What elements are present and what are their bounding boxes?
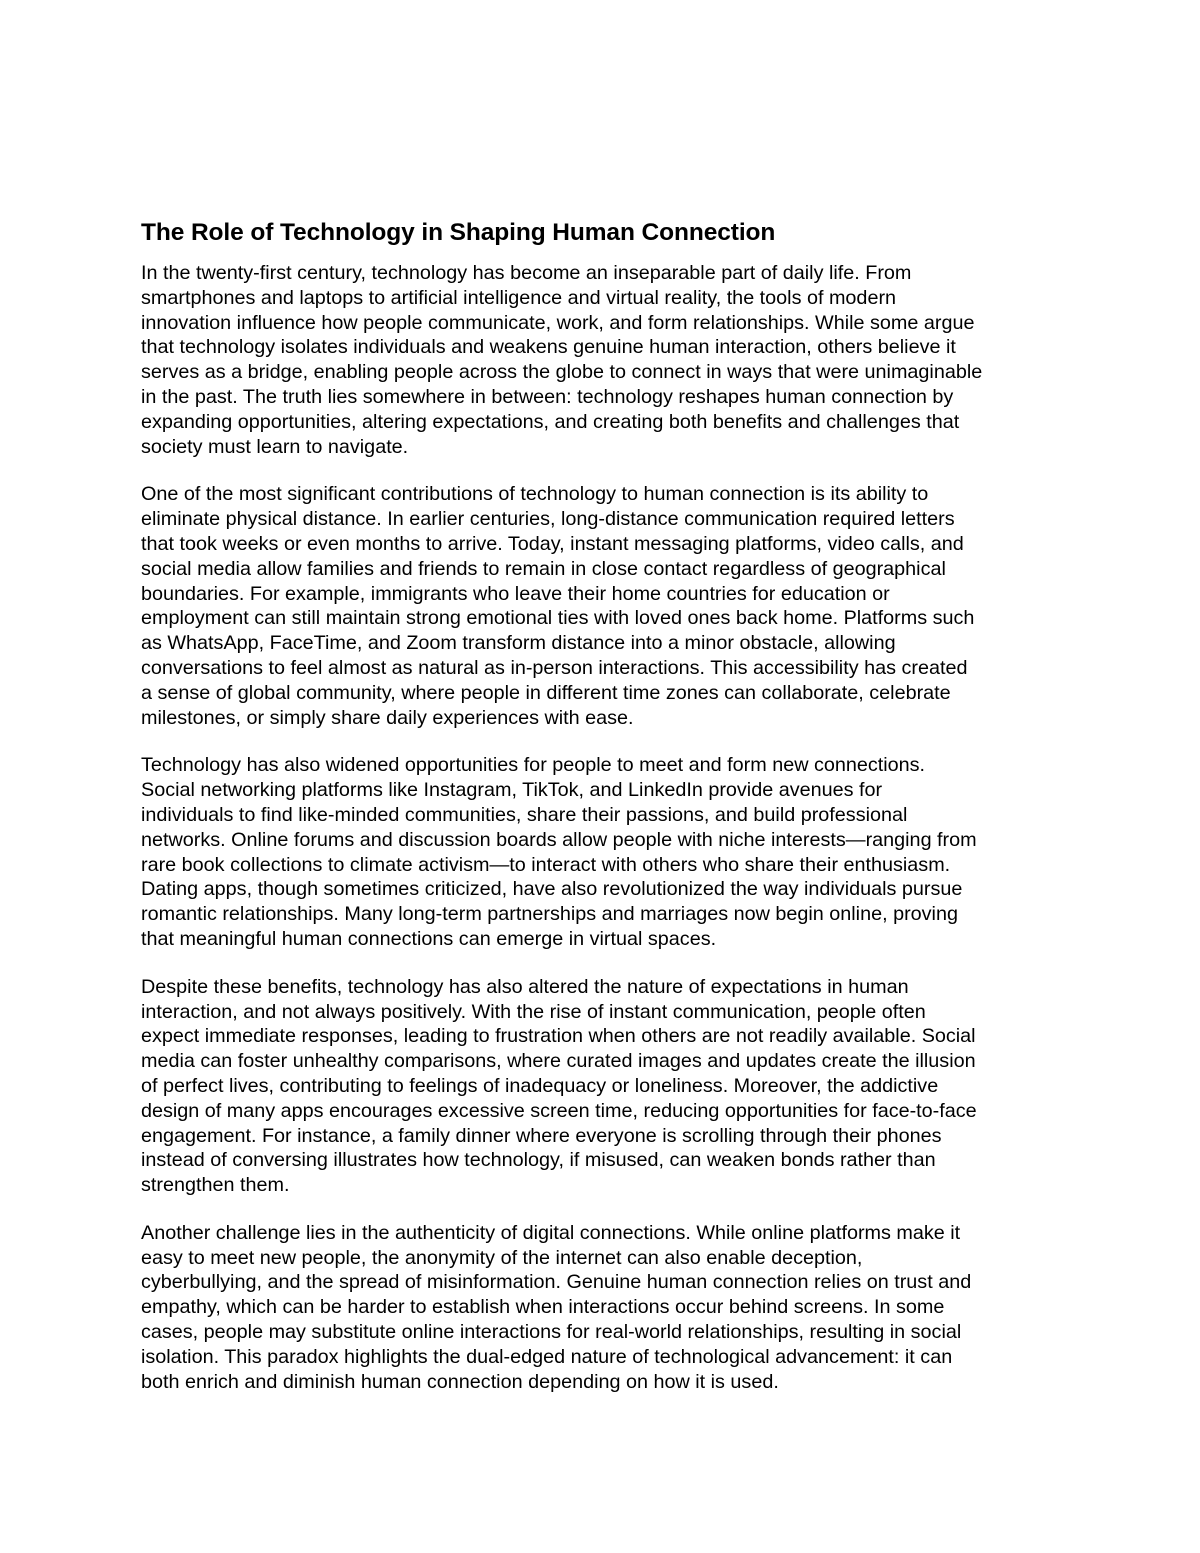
paragraph-line: society must learn to navigate.: [141, 435, 409, 458]
paragraph-line: employment can still maintain strong emotional ties with loved ones back home. Platforms such: [141, 607, 975, 630]
paragraph-line: Technology has also widened opportunities for people to meet and form new connections.: [141, 754, 926, 777]
paragraph-line: social media allow families and friends to remain in close contact regardless of geographical: [141, 557, 946, 580]
paragraph-line: engagement. For instance, a family dinner where everyone is scrolling through their phones: [141, 1124, 942, 1147]
paragraphs-container: [141, 261, 1071, 1394]
paragraph-line: that took weeks or even months to arrive. Today, instant messaging platforms, video calls, and: [141, 532, 964, 555]
paragraph-line: isolation. This paradox highlights the dual-edged nature of technological advancement: it can: [141, 1345, 953, 1368]
paragraph-line: media can foster unhealthy comparisons, where curated images and updates create the illusion: [141, 1050, 976, 1073]
paragraph-line: both enrich and diminish human connection depending on how it is used.: [141, 1370, 779, 1393]
paragraph-line: romantic relationships. Many long-term partnerships and marriages now begin online, proving: [141, 903, 958, 926]
paragraph-5: [141, 1221, 1071, 1395]
paragraph-line: innovation influence how people communicate, work, and form relationships. While some argue: [141, 311, 975, 334]
paragraph-line: smartphones and laptops to artificial intelligence and virtual reality, the tools of modern: [141, 286, 897, 309]
paragraph-line: of perfect lives, contributing to feelings of inadequacy or loneliness. Moreover, the addictive: [141, 1074, 939, 1097]
paragraph-line: Social networking platforms like Instagram, TikTok, and LinkedIn provide avenues for: [141, 779, 883, 802]
paragraph-line: in the past. The truth lies somewhere in between: technology reshapes human connection by: [141, 385, 954, 408]
paragraph-line: In the twenty-first century, technology has become an inseparable part of daily life. From: [141, 262, 912, 284]
paragraph-line: networks. Online forums and discussion boards allow people with niche interests—ranging from: [141, 828, 977, 851]
paragraph-line: expanding opportunities, altering expectations, and creating both benefits and challenges that: [141, 410, 960, 433]
paragraph-line: expect immediate responses, leading to frustration when others are not readily available. Social: [141, 1025, 976, 1048]
paragraph-line: cases, people may substitute online interactions for real-world relationships, resulting in social: [141, 1321, 962, 1344]
document-body: [141, 216, 1071, 1417]
paragraph-line: milestones, or simply share daily experiences with ease.: [141, 706, 634, 729]
paragraph-4: [141, 975, 1071, 1198]
paragraph-line: design of many apps encourages excessive screen time, reducing opportunities for face-to-face: [141, 1099, 977, 1122]
paragraph-line: rare book collections to climate activism—to interact with others who share their enthusiasm.: [141, 853, 951, 876]
paragraph-3: [141, 753, 1071, 951]
paragraph-line: that technology isolates individuals and weakens genuine human interaction, others believe it: [141, 336, 956, 359]
document-title: The Role of Technology in Shaping Human Connection: [141, 219, 776, 246]
paragraph-line: One of the most significant contributions of technology to human connection is its ability to: [141, 483, 929, 506]
paragraph-line: instead of conversing illustrates how technology, if misused, can weaken bonds rather than: [141, 1149, 936, 1172]
paragraph-line: Despite these benefits, technology has also altered the nature of expectations in human: [141, 975, 909, 998]
paragraph-line: eliminate physical distance. In earlier centuries, long-distance communication required letters: [141, 508, 955, 531]
paragraph-line: easy to meet new people, the anonymity of the internet can also enable deception,: [141, 1246, 863, 1269]
paragraph-line: Dating apps, though sometimes criticized, have also revolutionized the way individuals pursue: [141, 878, 963, 901]
paragraph-line: empathy, which can be harder to establish when interactions occur behind screens. In some: [141, 1296, 945, 1319]
paragraph-line: a sense of global community, where people in different time zones can collaborate, celebrate: [141, 681, 951, 704]
paragraph-line: serves as a bridge, enabling people across the globe to connect in ways that were unimaginable: [141, 361, 983, 384]
paragraph-line: interaction, and not always positively. With the rise of instant communication, people often: [141, 1000, 926, 1023]
paragraph-line: that meaningful human connections can emerge in virtual spaces.: [141, 927, 717, 950]
paragraph-line: boundaries. For example, immigrants who leave their home countries for education or: [141, 582, 890, 605]
paragraph-2: [141, 482, 1071, 730]
paragraph-line: individuals to find like-minded communities, share their passions, and build professional: [141, 803, 908, 826]
paragraph-line: conversations to feel almost as natural as in-person interactions. This accessibility has created: [141, 656, 968, 679]
paragraph-1: [141, 261, 1071, 459]
paragraph-line: Another challenge lies in the authenticity of digital connections. While online platforms make it: [141, 1221, 961, 1244]
paragraph-line: as WhatsApp, FaceTime, and Zoom transform distance into a minor obstacle, allowing: [141, 632, 896, 655]
paragraph-line: strengthen them.: [141, 1174, 290, 1197]
paragraph-line: cyberbullying, and the spread of misinformation. Genuine human connection relies on trust and: [141, 1271, 972, 1294]
